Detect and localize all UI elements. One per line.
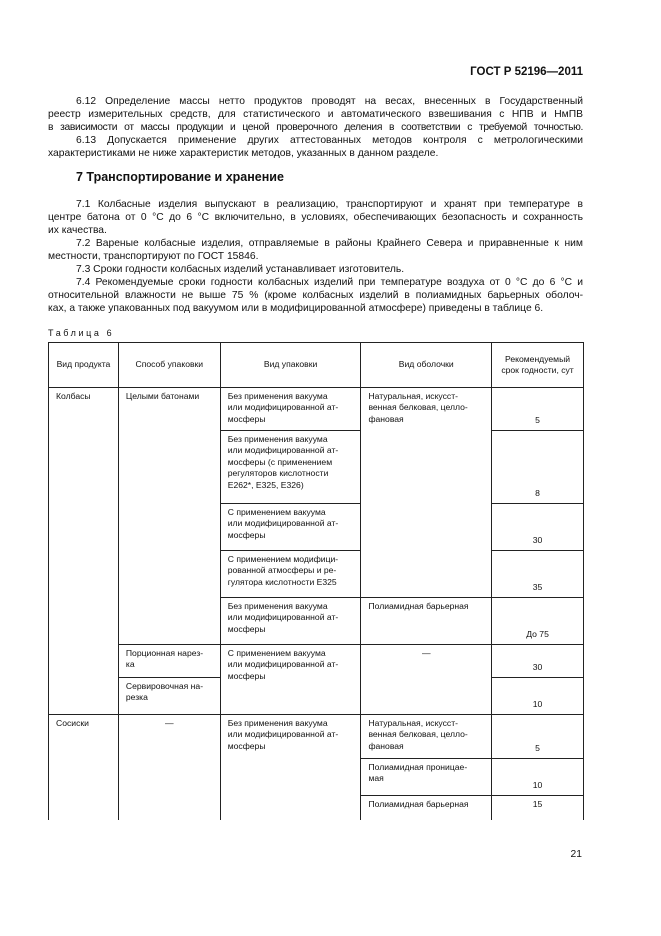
- shelf-life-cell: 5: [492, 388, 584, 431]
- casing-cell: Полиамидная проницае- мая: [361, 759, 492, 796]
- table-row: [49, 645, 584, 678]
- packaging-cell: Без применения вакуума или модифицированной ат- мосферы: [220, 388, 361, 431]
- method-cell: —: [118, 715, 220, 820]
- document-standard-header: ГОСТ Р 52196—2011: [470, 66, 583, 78]
- casing-cell: Натуральная, искусст- венная белковая, целло- фановая: [361, 715, 492, 759]
- table-header-row: [49, 343, 584, 388]
- text-line: в зависимости от массы продукции и ценой проверочного деления в соответствии с требуемой точностью.: [48, 122, 583, 134]
- shelf-life-cell: До 75: [492, 598, 584, 645]
- text-line: 7.4 Рекомендуемые сроки годности колбасных изделий при температуре воздуха от 0 °С до 6 °С и: [76, 277, 583, 288]
- text-line: 7.2 Вареные колбасные изделия, отправляемые в районы Крайнего Севера и приравненные к ним: [76, 238, 583, 249]
- shelf-life-cell: 10: [492, 759, 584, 796]
- casing-cell: Полиамидная барьерная: [361, 598, 492, 645]
- header-casing: Вид оболочки: [361, 343, 492, 388]
- method-cell: Сервировочная на- резка: [118, 678, 220, 715]
- packaging-cell: Без применения вакуума или модифицированной ат- мосферы (с применением регуляторов кислотности Е262*, Е325, Е326): [220, 431, 361, 504]
- shelf-life-cell: 8: [492, 431, 584, 504]
- paragraph-6-12: [48, 95, 583, 134]
- page-number: 21: [570, 849, 582, 860]
- shelf-life-table: [48, 342, 584, 820]
- table-caption: Таблица 6: [48, 328, 115, 338]
- shelf-life-cell: 30: [492, 504, 584, 551]
- shelf-life-cell: 15: [492, 796, 584, 820]
- text-line: ках, а также упакованных под вакуумом или в модифицированной атмосфере) приведены в таблице 6.: [48, 303, 544, 315]
- paragraph-6-13: [48, 134, 583, 160]
- shelf-life-cell: 30: [492, 645, 584, 678]
- table-row: [49, 388, 584, 431]
- paragraph-7-3: [48, 263, 583, 276]
- paragraph-7-4: [48, 276, 583, 315]
- text-line: центре батона от 0 °С до 6 °С включительно, в условиях, обеспечивающих безопасность и сохранность: [48, 212, 583, 224]
- text-line: местности, транспортируют по ГОСТ 15846.: [48, 251, 259, 263]
- text-line: реестр измерительных средств, для статистического и автоматического взвешивания с НПВ и НмПВ: [48, 109, 583, 121]
- packaging-cell: Без применения вакуума или модифицированной ат- мосферы: [220, 715, 361, 820]
- text-line: 6.12 Определение массы нетто продуктов проводят на весах, внесенных в Государственный: [76, 96, 583, 107]
- text-line: относительной влажности не выше 75 % (кроме колбасных изделий в полиамидных барьерных оболоч-: [48, 290, 583, 302]
- method-cell: Целыми батонами: [118, 388, 220, 645]
- text-line: характеристиками не ниже характеристик методов, указанных в данном разделе.: [48, 148, 439, 160]
- shelf-life-cell: 10: [492, 678, 584, 715]
- packaging-cell: С применением модифици- рованной атмосферы и ре- гулятора кислотности Е325: [220, 551, 361, 598]
- casing-cell: Натуральная, искусст- венная белковая, целло- фановая: [361, 388, 492, 598]
- packaging-cell: С применением вакуума или модифицированной ат- мосферы: [220, 504, 361, 551]
- header-product: Вид продукта: [49, 343, 119, 388]
- product-cell: Сосиски: [49, 715, 119, 820]
- text-line: 6.13 Допускается применение других аттестованных методов контроля с метрологическими: [76, 135, 583, 146]
- packaging-cell: Без применения вакуума или модифицированной ат- мосферы: [220, 598, 361, 645]
- shelf-life-cell: 5: [492, 715, 584, 759]
- packaging-cell: С применением вакуума или модифицированной ат- мосферы: [220, 645, 361, 715]
- method-cell: Порционная нарез- ка: [118, 645, 220, 678]
- casing-cell: Полиамидная барьерная: [361, 796, 492, 820]
- header-shelf-life: Рекомендуемый срок годности, сут: [492, 343, 584, 388]
- header-packaging: Вид упаковки: [220, 343, 361, 388]
- text-line: 7.3 Сроки годности колбасных изделий устанавливает изготовитель.: [76, 264, 405, 275]
- paragraph-7-2: [48, 237, 583, 263]
- paragraph-7-1: [48, 198, 583, 237]
- product-cell: Колбасы: [49, 388, 119, 715]
- text-line: 7.1 Колбасные изделия выпускают в реализацию, транспортируют и хранят при температуре в: [76, 199, 583, 210]
- shelf-life-cell: 35: [492, 551, 584, 598]
- header-method: Способ упаковки: [118, 343, 220, 388]
- table-row: [49, 715, 584, 759]
- section-title: 7 Транспортирование и хранение: [76, 170, 284, 184]
- casing-cell: —: [361, 645, 492, 715]
- text-line: их качества.: [48, 225, 107, 237]
